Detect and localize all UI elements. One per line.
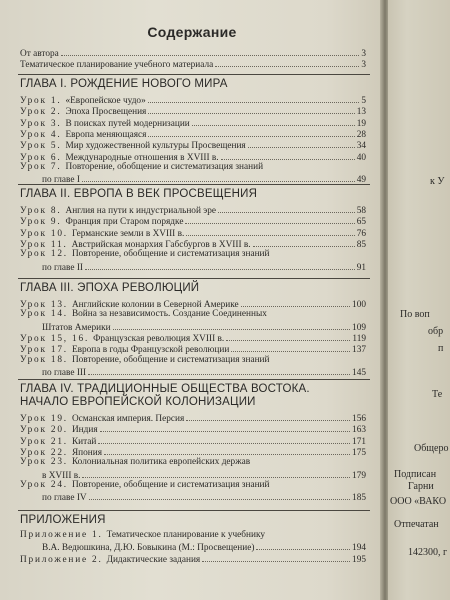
page-number: 13 — [356, 107, 366, 117]
toc-entry — [20, 47, 366, 58]
dot-leader — [148, 128, 354, 137]
lesson-label: Урок 5. — [20, 141, 62, 151]
dot-leader — [231, 343, 350, 352]
entry-text: Османская империя. Персия — [71, 414, 185, 423]
entry-text: по главе I — [42, 175, 80, 185]
entry-text: Англия на пути к индустриальной эре — [65, 206, 217, 215]
toc-entry — [20, 215, 366, 226]
chapter-heading: ГЛАВА III. ЭПОХА РЕВОЛЮЦИЙ — [20, 282, 200, 294]
dot-leader — [88, 366, 350, 375]
toc-entry — [20, 321, 366, 332]
right-fragment: ООО «ВАКО — [390, 496, 447, 507]
right-fragment: п — [438, 343, 444, 354]
page-number: 40 — [356, 152, 366, 162]
page-number: 58 — [356, 206, 366, 215]
dot-leader — [89, 491, 350, 500]
entry-text: Тематическое планирование к учебнику — [106, 530, 266, 540]
dot-leader — [185, 215, 354, 224]
entry-text: В.А. Ведюшкина, Д.Ю. Бовыкина (М.: Просвещение) — [42, 543, 255, 553]
toc-entry — [20, 128, 366, 139]
toc-entry-line — [20, 457, 366, 468]
dot-leader — [218, 204, 355, 213]
right-fragment: 142300, г — [408, 547, 448, 558]
lesson-label: Урок 9. — [20, 217, 62, 227]
entry-text: Дидактические задания — [106, 554, 201, 564]
chapter-heading: ГЛАВА I. РОЖДЕНИЕ НОВОГО МИРА — [20, 78, 228, 90]
right-fragment: По воп — [400, 309, 430, 320]
right-fragment: Отпечатан — [394, 519, 439, 530]
entry-text: Повторение, обобщение и систематизация знаний — [71, 354, 270, 365]
entry-text: Индия — [71, 425, 98, 435]
toc-entry — [20, 412, 366, 423]
toc-entry-line — [20, 530, 366, 541]
page-number: 65 — [356, 217, 366, 227]
entry-text: Штатов Америки — [42, 322, 111, 332]
lesson-label: Урок 19. — [20, 414, 68, 423]
toc-entry-line — [20, 480, 366, 491]
dot-leader — [253, 238, 355, 247]
toc-entry — [20, 446, 366, 457]
entry-text: Война за независимость. Создание Соединенных — [71, 309, 267, 320]
lesson-label: Урок 10. — [20, 228, 68, 238]
lesson-label: Урок 4. — [20, 129, 62, 139]
page-number: 194 — [352, 543, 366, 553]
toc-entry — [20, 423, 366, 434]
page-number: 85 — [356, 239, 366, 249]
toc-entry-line — [20, 162, 366, 173]
dot-leader — [226, 332, 350, 341]
page-number: 5 — [361, 96, 366, 105]
lesson-label: Урок 23. — [20, 457, 68, 468]
entry-text: Международные отношения в XVIII в. — [65, 152, 219, 162]
page-number: 19 — [356, 118, 366, 128]
right-page — [388, 0, 450, 600]
toc-entry — [20, 541, 366, 552]
chapter-divider — [18, 278, 370, 279]
page-number: 163 — [352, 425, 366, 435]
page-number: 34 — [356, 141, 366, 151]
dot-leader — [148, 105, 354, 114]
lesson-label: Урок 22. — [20, 447, 68, 457]
lesson-label: Приложение 1. — [20, 530, 103, 540]
dot-leader — [248, 139, 355, 148]
toc-entry — [20, 298, 366, 309]
toc-entry — [20, 151, 366, 162]
dot-leader — [192, 117, 355, 126]
dot-leader — [113, 321, 350, 330]
toc-entry-line — [20, 309, 366, 320]
toc-entry — [20, 204, 366, 215]
page-number: 3 — [361, 49, 366, 58]
lesson-label: Урок 2. — [20, 107, 62, 117]
right-fragment: Те — [432, 389, 443, 400]
entry-text: Австрийская монархия Габсбургов в XVIII в. — [71, 239, 251, 249]
entry-text: Повторение, обобщение и систематизация знаний — [65, 161, 264, 172]
dot-leader — [186, 412, 350, 421]
page-number: 91 — [356, 262, 366, 272]
entry-text: От автора — [20, 49, 59, 58]
lesson-label: Урок 14. — [20, 309, 68, 320]
toc-entry — [20, 469, 366, 480]
lesson-label: Урок 17. — [20, 345, 68, 355]
dot-leader — [241, 298, 350, 307]
lesson-label: Урок 1. — [20, 96, 62, 105]
entry-text: по главе II — [42, 262, 84, 272]
dot-leader — [82, 173, 355, 182]
lesson-label: Урок 20. — [20, 425, 68, 435]
entry-text: Германские земли в XVIII в. — [71, 228, 185, 238]
dot-leader — [186, 227, 354, 236]
chapter-divider — [18, 184, 370, 185]
entry-text: Английские колонии в Северной Америке — [71, 300, 239, 309]
lesson-label: Урок 13. — [20, 300, 68, 309]
lesson-label: Урок 3. — [20, 118, 62, 128]
dot-leader — [221, 151, 355, 160]
entry-text: Европа в годы Французской революции — [71, 345, 230, 355]
dot-leader — [98, 435, 350, 444]
entry-text: по главе IV — [42, 493, 87, 503]
entry-text: Повторение, обобщение и систематизация знаний — [71, 479, 270, 490]
chapter-divider — [18, 74, 370, 75]
entry-text: Китай — [71, 436, 97, 446]
toc-entry-line — [20, 355, 366, 366]
toc-entry — [20, 227, 366, 238]
chapter-heading: ГЛАВА IV. ТРАДИЦИОННЫЕ ОБЩЕСТВА ВОСТОКА. — [20, 383, 310, 395]
entry-text: Европа меняющаяся — [65, 129, 147, 139]
page-number: 185 — [352, 493, 366, 503]
lesson-label: Урок 21. — [20, 436, 68, 446]
chapter-divider — [18, 510, 370, 511]
toc-entry — [20, 117, 366, 128]
page-number: 195 — [352, 554, 366, 564]
lesson-label: Урок 12. — [20, 249, 68, 260]
entry-text: В поисках путей модернизации — [65, 118, 190, 128]
right-fragment: Общеро — [414, 443, 449, 454]
toc-entry-line — [20, 249, 366, 260]
dot-leader — [104, 446, 350, 455]
dot-leader — [61, 47, 360, 56]
lesson-label: Урок 6. — [20, 152, 62, 162]
lesson-label: Урок 15, 16. — [20, 333, 90, 343]
toc-entry — [20, 343, 366, 354]
entry-text: Эпоха Просвещения — [65, 107, 147, 117]
entry-text: «Европейское чудо» — [65, 96, 146, 105]
page-number: 3 — [361, 60, 366, 70]
dot-leader — [100, 423, 350, 432]
dot-leader — [256, 541, 350, 550]
page-number: 171 — [352, 436, 366, 446]
dot-leader — [148, 94, 360, 103]
toc-entry — [20, 238, 366, 249]
entry-text: по главе III — [42, 367, 87, 377]
page-number: 109 — [352, 322, 366, 332]
lesson-label: Урок 11. — [20, 239, 68, 249]
toc-entry — [20, 261, 366, 272]
lesson-label: Урок 7. — [20, 161, 62, 172]
entry-text: Колониальная политика европейских держав — [71, 457, 251, 468]
chapter-heading: ГЛАВА II. ЕВРОПА В ВЕК ПРОСВЕЩЕНИЯ — [20, 188, 258, 200]
dot-leader — [215, 58, 359, 67]
entry-text: Повторение, обобщение и систематизация знаний — [71, 249, 270, 260]
toc-entry — [20, 332, 366, 343]
page-number: 156 — [352, 414, 366, 423]
toc-entry — [20, 58, 366, 69]
entry-text: в XVIII в. — [42, 470, 81, 480]
chapter-divider — [18, 379, 370, 380]
toc-entry — [20, 139, 366, 150]
entry-text: Япония — [71, 447, 102, 457]
entry-text: Франция при Старом порядке — [65, 217, 184, 227]
page-title: Содержание — [147, 24, 237, 40]
page-number: 100 — [352, 300, 366, 309]
toc-entry — [20, 105, 366, 116]
chapter-heading: НАЧАЛО ЕВРОПЕЙСКОЙ КОЛОНИЗАЦИИ — [20, 396, 256, 408]
entry-text: Французская революция XVIII в. — [93, 333, 225, 343]
right-fragment: обр — [428, 326, 444, 337]
right-fragment: Подписан — [394, 469, 437, 480]
toc-entry — [20, 94, 366, 105]
toc-entry — [20, 173, 366, 184]
entry-text: Мир художественной культуры Просвещения — [65, 141, 246, 151]
page-number: 137 — [352, 345, 366, 355]
dot-leader — [85, 261, 355, 270]
lesson-label: Урок 24. — [20, 479, 68, 490]
lesson-label: Приложение 2. — [20, 554, 103, 564]
lesson-label: Урок 8. — [20, 206, 62, 215]
dot-leader — [82, 469, 350, 478]
page-number: 28 — [356, 129, 366, 139]
page-number: 76 — [356, 228, 366, 238]
page-number: 119 — [352, 333, 366, 343]
right-fragment: Гарни — [408, 481, 434, 492]
page-number: 179 — [352, 470, 366, 480]
page-number: 49 — [356, 175, 366, 185]
toc-entry — [20, 366, 366, 377]
lesson-label: Урок 18. — [20, 354, 68, 365]
right-fragment: к У — [430, 176, 445, 187]
toc-entry — [20, 491, 366, 502]
chapter-heading: ПРИЛОЖЕНИЯ — [20, 514, 106, 526]
toc-entry — [20, 553, 366, 564]
dot-leader — [202, 553, 350, 562]
page-number: 175 — [352, 447, 366, 457]
toc-entry — [20, 435, 366, 446]
entry-text: Тематическое планирование учебного материала — [20, 60, 214, 70]
page-number: 145 — [352, 367, 366, 377]
